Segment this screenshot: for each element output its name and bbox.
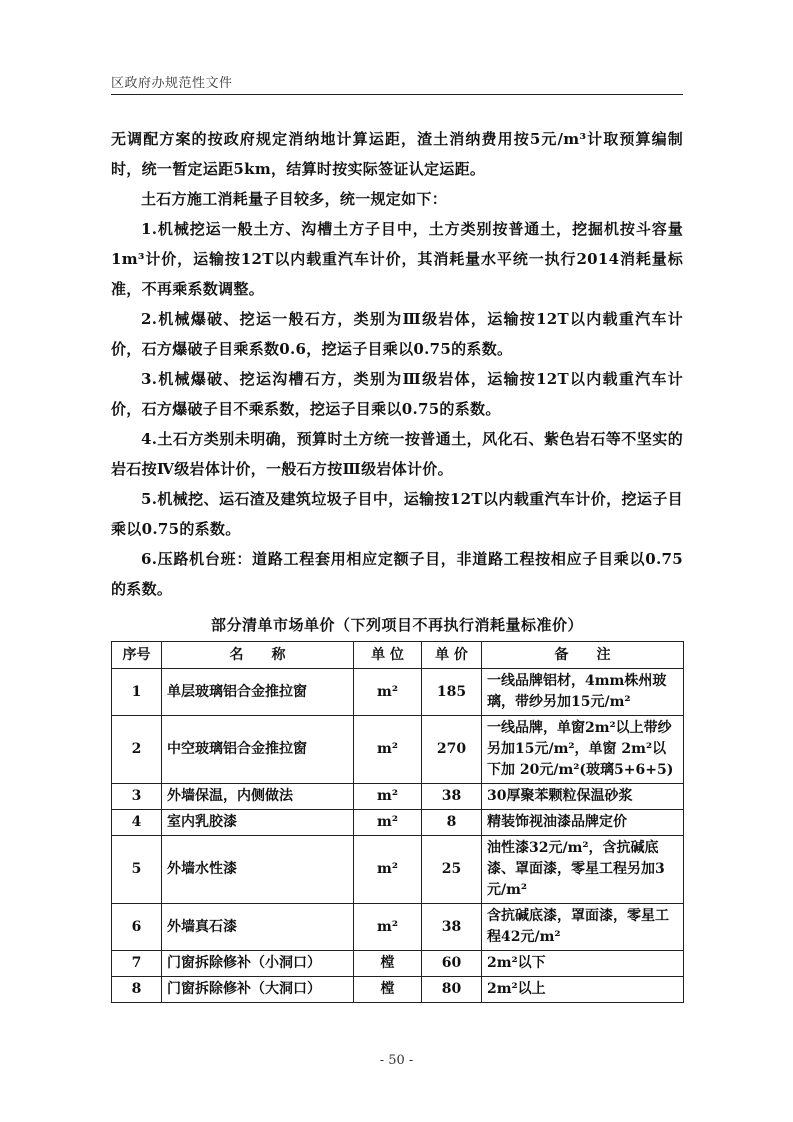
header-no: 序号: [112, 642, 162, 669]
page-number: - 50 -: [379, 1053, 414, 1068]
row-no: 4: [112, 810, 162, 836]
paragraph: 5.机械挖、运石渣及建筑垃圾子目中，运输按12T以内载重汽车计价，挖运子目乘以0.75的系数。: [111, 490, 683, 538]
row-note: 一线品牌，单窗2m²以上带纱另加15元/m²，单窗 2m²以下加 20元/m²(玻璃5+6+5): [482, 716, 684, 784]
table-row: [112, 904, 684, 951]
row-unit: m²: [354, 836, 422, 904]
row-name: 外墙保温，内侧做法: [162, 784, 354, 810]
table-row: [112, 784, 684, 810]
row-name: 单层玻璃铝合金推拉窗: [162, 669, 354, 716]
row-price: 38: [422, 784, 482, 810]
row-unit: m²: [354, 810, 422, 836]
row-price: 8: [422, 810, 482, 836]
row-no: 5: [112, 836, 162, 904]
row-unit: m²: [354, 716, 422, 784]
header-price: 单 价: [422, 642, 482, 669]
row-note: 2m²以下: [482, 951, 684, 977]
row-unit: 樘: [354, 951, 422, 977]
row-price: 270: [422, 716, 482, 784]
row-name: 门窗拆除修补（大洞口）: [162, 977, 354, 1003]
paragraph: 2.机械爆破、挖运一般石方，类别为Ⅲ级岩体，运输按12T以内载重汽车计价，石方爆破子目乘系数0.6，挖运子目乘以0.75的系数。: [111, 310, 683, 358]
row-name: 外墙真石漆: [162, 904, 354, 951]
row-unit: m²: [354, 669, 422, 716]
table-row: [112, 836, 684, 904]
paragraph: 6.压路机台班：道路工程套用相应定额子目，非道路工程按相应子目乘以0.75的系数。: [111, 550, 683, 598]
paragraph: 4.土石方类别未明确，预算时土方统一按普通土，风化石、紫色岩石等不坚实的岩石按Ⅳ级岩体计价，一般石方按Ⅲ级岩体计价。: [111, 430, 683, 478]
row-no: 6: [112, 904, 162, 951]
row-note: 精装饰视油漆品牌定价: [482, 810, 684, 836]
row-note: 含抗碱底漆，罩面漆，零星工程42元/m²: [482, 904, 684, 951]
row-name: 室内乳胶漆: [162, 810, 354, 836]
row-name: 门窗拆除修补（小洞口）: [162, 951, 354, 977]
row-note: 油性漆32元/m²，含抗碱底漆、罩面漆，零星工程另加3元/m²: [482, 836, 684, 904]
table-title: 部分清单市场单价（下列项目不再执行消耗量标准价）: [210, 616, 583, 634]
row-note: 2m²以上: [482, 977, 684, 1003]
table-row: [112, 810, 684, 836]
row-price: 80: [422, 977, 482, 1003]
row-note: 30厚聚苯颗粒保温砂浆: [482, 784, 684, 810]
row-unit: 樘: [354, 977, 422, 1003]
row-price: 38: [422, 904, 482, 951]
paragraph: 3.机械爆破、挖运沟槽石方，类别为Ⅲ级岩体，运输按12T以内载重汽车计价，石方爆破子目不乘系数，挖运子目乘以0.75的系数。: [111, 370, 683, 418]
row-price: 60: [422, 951, 482, 977]
table-row: [112, 951, 684, 977]
table-header-row: [112, 642, 684, 669]
market-price-table: [111, 641, 684, 1003]
table-row: [112, 716, 684, 784]
paragraph: 1.机械挖运一般土方、沟槽土方子目中，土方类别按普通土，挖掘机按斗容量1m³计价，运输按12T以内载重汽车计价，其消耗量水平统一执行2014消耗量标准，不再乘系数调整。: [111, 220, 683, 298]
row-no: 7: [112, 951, 162, 977]
row-name: 中空玻璃铝合金推拉窗: [162, 716, 354, 784]
table-row: [112, 669, 684, 716]
row-unit: m²: [354, 784, 422, 810]
row-price: 25: [422, 836, 482, 904]
body-text: [111, 124, 683, 604]
row-name: 外墙水性漆: [162, 836, 354, 904]
row-no: 2: [112, 716, 162, 784]
row-no: 8: [112, 977, 162, 1003]
row-note: 一线品牌铝材，4mm株州玻璃，带纱另加15元/m²: [482, 669, 684, 716]
paragraph: 土石方施工消耗量子目较多，统一规定如下：: [141, 190, 448, 208]
header-divider: [111, 94, 683, 95]
header-name: 名 称: [162, 642, 354, 669]
paragraph: 无调配方案的按政府规定消纳地计算运距，渣土消纳费用按5元/m³计取预算编制时，统一暂定运距5km，结算时按实际签证认定运距。: [111, 130, 683, 178]
header-unit: 单 位: [354, 642, 422, 669]
row-no: 3: [112, 784, 162, 810]
document-header: 区政府办规范性文件: [111, 76, 233, 91]
table-row: [112, 977, 684, 1003]
row-price: 185: [422, 669, 482, 716]
header-note: 备 注: [482, 642, 684, 669]
row-unit: m²: [354, 904, 422, 951]
row-no: 1: [112, 669, 162, 716]
